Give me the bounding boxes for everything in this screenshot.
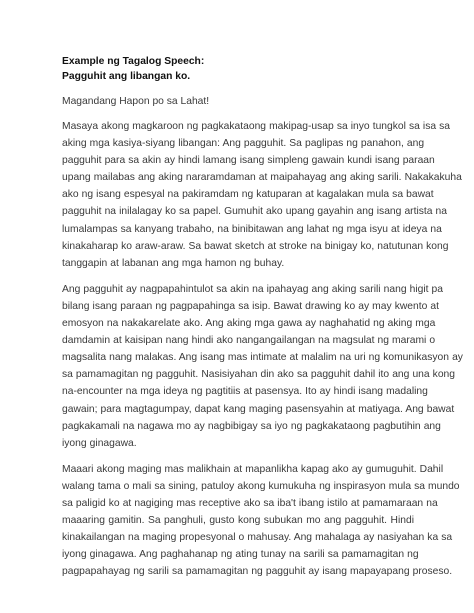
paragraph-line: pagguhit na inilalagay ko sa papel. Gumuhit ako upang gayahin ang isang artista na bbox=[62, 206, 447, 218]
greeting: Magandang Hapon po sa Lahat! bbox=[62, 96, 210, 107]
paragraph-line: Masaya akong magkaroon ng pagkakataong makipag-usap sa inyo tungkol sa isa sa bbox=[62, 121, 451, 132]
paragraph-line: iyong ginagawa. bbox=[62, 437, 137, 449]
paragraph-line: magsalita nang malakas. Ang isang mas intimate at malalim na uri ng komunikasyon ay bbox=[62, 352, 463, 364]
speech-page bbox=[62, 54, 463, 580]
paragraph-2 bbox=[62, 281, 463, 452]
title-block bbox=[62, 54, 414, 84]
paragraph-line: pagpapahayag ng sarili sa pamamagitan ng pagguhit ay isang mapayapang proseso. bbox=[62, 566, 453, 578]
paragraph-line: kinakaharap ko araw-araw. Sa bawat sketch at stroke na binigay ko, natutunan kong bbox=[62, 240, 449, 252]
document-subtitle: Pagguhit ang libangan ko. bbox=[62, 71, 191, 82]
paragraph-line: pagguhit para sa akin ay hindi lamang isang simpleng gawain kundi isang paraan bbox=[62, 155, 435, 167]
paragraph-line: maaaring gamitin. Sa panghuli, gusto kong subukan mo ang pagguhit. Hindi bbox=[62, 515, 414, 527]
paragraph-line: sa pamamagitan ng pagguhit. Nasisiyahan din ako sa pagguhit dahil ito ang una kong bbox=[62, 369, 456, 381]
paragraph-line: aking mga kasiya-siyang libangan: Ang pagguhit. Sa paglipas ng panahon, ang bbox=[62, 138, 425, 150]
paragraph-line: sa paligid ko at nagiging mas receptive ako sa iba't ibang istilo at pamamaraan na bbox=[62, 497, 438, 509]
paragraph-3 bbox=[62, 461, 460, 581]
paragraph-line: iyong ginagawa. Ang paghahanap ng ating tunay na sarili sa pamamagitan ng bbox=[62, 549, 419, 561]
paragraph-line: walang tama o mali sa sining, patuloy akong kumukuha ng inspirasyon mula sa mundo bbox=[62, 480, 460, 492]
paragraph-line: bilang isang paraan ng pagpapahinga sa isip. Bawat drawing ko ay may kwento at bbox=[62, 300, 439, 312]
paragraph-line: ako ng isang espesyal na pakiramdam ng katuparan at kagalakan mula sa bawat bbox=[62, 189, 434, 201]
paragraph-line: Ang pagguhit ay nagpapahintulot sa akin na ipahayag ang aking sarili nang higit pa bbox=[62, 283, 444, 295]
document-title: Example ng Tagalog Speech: bbox=[62, 56, 205, 67]
paragraph-line: na-encounter na mga ideya ng pagtitiis at pasensya. Ito ay hindi isang madaling bbox=[62, 386, 428, 398]
paragraph-line: tanggapin at labanan ang mga hamon ng buhay. bbox=[62, 257, 285, 269]
paragraph-line: emosyon na nakakarelate ako. Ang aking mga gawa ay naghahatid ng aking mga bbox=[62, 318, 436, 330]
paragraph-line: upang mailabas ang aking nararamdaman at maipahayag ang aking sarili. Nakakakuha bbox=[62, 172, 462, 184]
paragraph-line: pagkakamali na nagawa mo ay nagbibigay sa iyo ng pagkakataong pagbutihin ang bbox=[62, 420, 441, 432]
paragraph-line: damdamin at kaisipan nang hindi ako nangangailangan na magsulat ng marami o bbox=[62, 335, 436, 347]
paragraph-line: Maaari akong maging mas malikhain at mapanlikha kapag ako ay gumuguhit. Dahil bbox=[62, 463, 444, 475]
paragraph-line: gawain; para magtagumpay, dapat kang maging pasensyahin at matiyaga. Ang bawat bbox=[62, 403, 455, 415]
paragraph-line: lumalampas sa kanyang trabaho, na binibitawan ang lahat ng mga isyu at ideya na bbox=[62, 223, 442, 235]
paragraph-1 bbox=[62, 118, 462, 272]
paragraph-line: kinakailangan na maging propesyonal o mahusay. Ang mahalaga ay nasiyahan ka sa bbox=[62, 532, 453, 544]
